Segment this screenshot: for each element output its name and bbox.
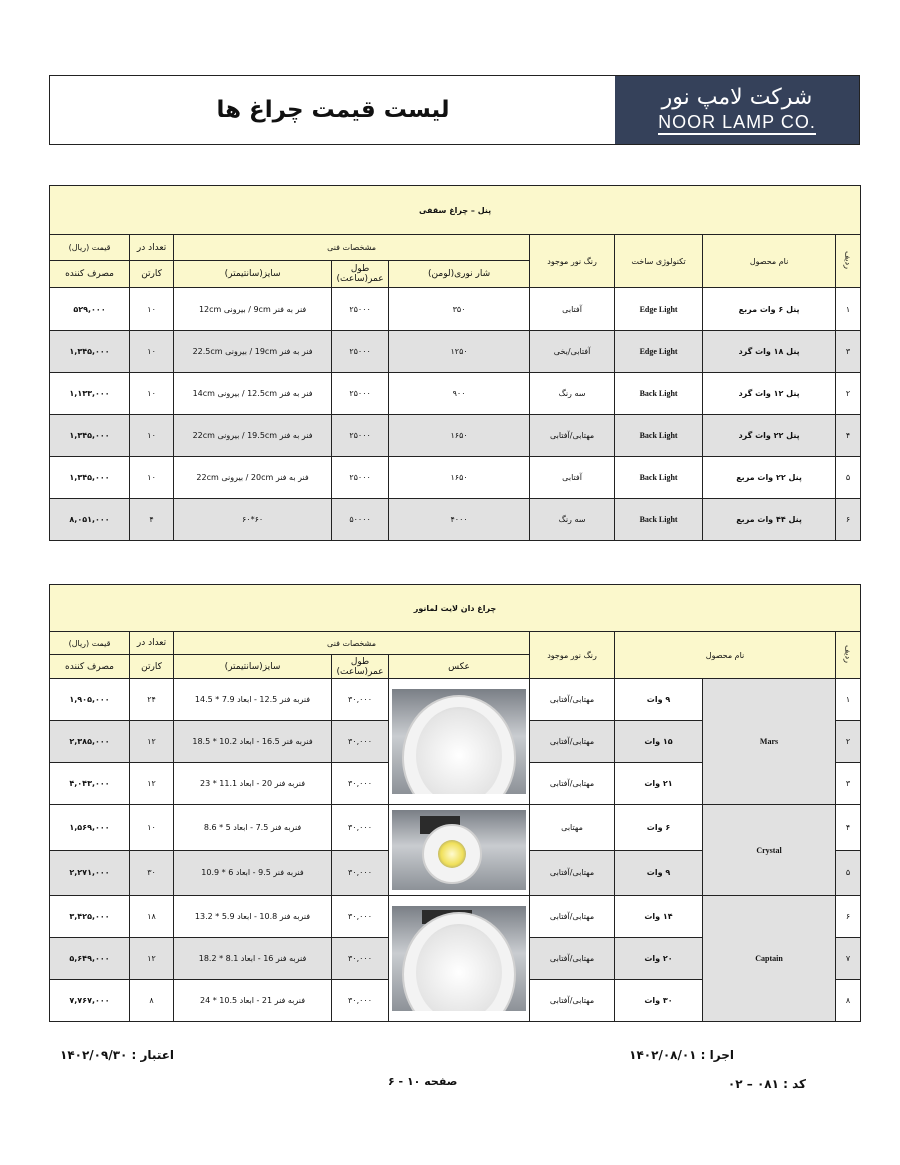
carton-count: ۱۰ <box>130 373 174 415</box>
lifetime-hours: ۲۵۰۰۰ <box>332 373 389 415</box>
carton-count: ۴ <box>130 499 174 541</box>
col-carton-header: تعداد در <box>130 632 174 655</box>
size-cm: فنربه فنر 20 - ابعاد 11.1 * 23 <box>174 763 332 805</box>
table-row <box>50 805 861 851</box>
validity-date: اعتبار : ۱۴۰۲/۰۹/۳۰ <box>60 1048 175 1062</box>
light-color: آفتابی <box>530 457 615 499</box>
carton-count: ۱۲ <box>130 763 174 805</box>
product-wattage: ۲۱ وات <box>615 763 703 805</box>
company-logo <box>615 76 859 144</box>
lifetime-hours: ۵۰۰۰۰ <box>332 499 389 541</box>
row-number: ۳ <box>836 763 861 805</box>
col-price-header: قیمت (ریال) <box>50 235 130 261</box>
col-specs-header: مشخصات فنی <box>174 235 530 261</box>
row-number: ۵ <box>836 457 861 499</box>
luminous-flux: ۱۲۵۰ <box>389 331 530 373</box>
build-technology: Back Light <box>615 373 703 415</box>
consumer-price: ۸,۰۵۱,۰۰۰ <box>50 499 130 541</box>
col-name-header: نام محصول <box>703 235 836 288</box>
col-size-header: سایز(سانتیمتر) <box>174 261 332 288</box>
table-row <box>50 679 861 721</box>
size-cm: فنربه فنر 16 - ابعاد 8.1 * 18.2 <box>174 938 332 980</box>
spotlight-photo-icon <box>392 810 526 890</box>
carton-count: ۱۰ <box>130 805 174 851</box>
lifetime-hours: ۳۰,۰۰۰ <box>332 938 389 980</box>
light-color: آفتابی <box>530 288 615 331</box>
lifetime-hours: ۲۵۰۰۰ <box>332 457 389 499</box>
row-number: ۵ <box>836 850 861 896</box>
carton-count: ۱۸ <box>130 896 174 938</box>
product-wattage: ۲۰ وات <box>615 938 703 980</box>
product-wattage: ۹ وات <box>615 679 703 721</box>
product-photo-cell <box>389 805 530 896</box>
col-life-header: طول عمر(ساعت) <box>332 655 389 679</box>
execution-date: اجرا : ۱۴۰۲/۰۸/۰۱ <box>629 1048 734 1062</box>
document-code: کد : ۰۸۱ – ۰۲ <box>727 1077 806 1091</box>
row-number: ۸ <box>836 980 861 1022</box>
carton-count: ۱۰ <box>130 288 174 331</box>
row-number: ۴ <box>836 415 861 457</box>
light-color: مهتابی/آفتابی <box>530 763 615 805</box>
table-row <box>50 288 861 331</box>
product-group-name: Mars <box>703 679 836 805</box>
consumer-price: ۴,۰۴۳,۰۰۰ <box>50 763 130 805</box>
table-row <box>50 499 861 541</box>
downlight-photo-icon <box>392 906 526 1011</box>
product-group-name: Captain <box>703 896 836 1022</box>
col-tech-header: تکنولوژی ساخت <box>615 235 703 288</box>
size-cm: ۶۰*۶۰ <box>174 499 332 541</box>
product-name: پنل ۶ وات مربع <box>703 288 836 331</box>
product-wattage: ۹ وات <box>615 850 703 896</box>
col-life-header: طول عمر(ساعت) <box>332 261 389 288</box>
col-lumen-header: شار نوری(لومن) <box>389 261 530 288</box>
light-color: مهتابی/آفتابی <box>530 938 615 980</box>
table-row <box>50 331 861 373</box>
size-cm: فنربه فنر 7.5 - ابعاد 5 * 8.6 <box>174 805 332 851</box>
lifetime-hours: ۳۰,۰۰۰ <box>332 763 389 805</box>
consumer-price: ۵,۶۴۹,۰۰۰ <box>50 938 130 980</box>
page-header <box>49 75 860 145</box>
product-name: پنل ۱۲ وات گرد <box>703 373 836 415</box>
lifetime-hours: ۲۵۰۰۰ <box>332 415 389 457</box>
table-row <box>50 896 861 938</box>
light-color: مهتابی/آفتابی <box>530 679 615 721</box>
panel-section-title: پنل – چراغ سقفی <box>50 186 861 235</box>
light-color: آفتابی/یخی <box>530 331 615 373</box>
carton-count: ۱۰ <box>130 331 174 373</box>
luminous-flux: ۴۰۰۰ <box>389 499 530 541</box>
table-row <box>50 457 861 499</box>
row-number: ۱ <box>836 288 861 331</box>
lifetime-hours: ۲۵۰۰۰ <box>332 331 389 373</box>
col-specs-header: مشخصات فنی <box>174 632 530 655</box>
build-technology: Back Light <box>615 457 703 499</box>
carton-count: ۱۲ <box>130 721 174 763</box>
table-row <box>50 415 861 457</box>
consumer-price: ۲,۳۸۵,۰۰۰ <box>50 721 130 763</box>
size-cm: فنر به فنر 12.5cm / بیرونی 14cm <box>174 373 332 415</box>
product-group-name: Crystal <box>703 805 836 896</box>
light-color: مهتابی <box>530 805 615 851</box>
carton-count: ۸ <box>130 980 174 1022</box>
build-technology: Back Light <box>615 415 703 457</box>
table-row <box>50 373 861 415</box>
size-cm: فنربه فنر 10.8 - ابعاد 5.9 * 13.2 <box>174 896 332 938</box>
col-color-header: رنگ نور موجود <box>530 632 615 679</box>
build-technology: Back Light <box>615 499 703 541</box>
spotlight-lens-icon <box>438 840 466 868</box>
row-number: ۳ <box>836 331 861 373</box>
carton-count: ۱۰ <box>130 457 174 499</box>
light-color: مهتابی/آفتابی <box>530 850 615 896</box>
carton-count: ۳۰ <box>130 850 174 896</box>
luminous-flux: ۳۵۰ <box>389 288 530 331</box>
consumer-price: ۱,۳۴۵,۰۰۰ <box>50 457 130 499</box>
luminous-flux: ۱۶۵۰ <box>389 457 530 499</box>
downlight-photo-icon <box>392 689 526 794</box>
product-name: پنل ۱۸ وات گرد <box>703 331 836 373</box>
lifetime-hours: ۳۰,۰۰۰ <box>332 721 389 763</box>
row-number: ۲ <box>836 373 861 415</box>
light-color: مهتابی/آفتابی <box>530 896 615 938</box>
col-name-header: نام محصول <box>615 632 836 679</box>
consumer-price: ۱,۳۴۵,۰۰۰ <box>50 331 130 373</box>
col-photo-header: عکس <box>389 655 530 679</box>
carton-count: ۱۲ <box>130 938 174 980</box>
size-cm: فنر به فنر 20cm / بیرونی 22cm <box>174 457 332 499</box>
product-wattage: ۳۰ وات <box>615 980 703 1022</box>
col-carton-header: تعداد در <box>130 235 174 261</box>
consumer-price: ۵۲۹,۰۰۰ <box>50 288 130 331</box>
lifetime-hours: ۳۰,۰۰۰ <box>332 805 389 851</box>
product-name: پنل ۲۲ وات مربع <box>703 457 836 499</box>
row-number: ۲ <box>836 721 861 763</box>
light-color: مهتابی/آفتابی <box>530 980 615 1022</box>
consumer-price: ۱,۵۶۹,۰۰۰ <box>50 805 130 851</box>
col-price-header: قیمت (ریال) <box>50 632 130 655</box>
product-name: پنل ۴۴ وات مربع <box>703 499 836 541</box>
col-carton-subheader: کارتن <box>130 261 174 288</box>
downlight-section-title: چراغ دان لایت لمانور <box>50 585 861 632</box>
size-cm: فنربه فنر 21 - ابعاد 10.5 * 24 <box>174 980 332 1022</box>
product-wattage: ۶ وات <box>615 805 703 851</box>
size-cm: فنربه فنر 12.5 - ابعاد 7.9 * 14.5 <box>174 679 332 721</box>
page-title: لیست قیمت چراغ ها <box>216 97 450 123</box>
size-cm: فنربه فنر 9.5 - ابعاد 6 * 10.9 <box>174 850 332 896</box>
logo-text-fa: شرکت لامپ نور <box>661 85 813 110</box>
lifetime-hours: ۳۰,۰۰۰ <box>332 980 389 1022</box>
consumer-price: ۱,۱۳۳,۰۰۰ <box>50 373 130 415</box>
col-price-subheader: مصرف کننده <box>50 655 130 679</box>
size-cm: فنر به فنر 9cm / بیرونی 12cm <box>174 288 332 331</box>
build-technology: Edge Light <box>615 288 703 331</box>
carton-count: ۲۴ <box>130 679 174 721</box>
row-number: ۱ <box>836 679 861 721</box>
product-wattage: ۱۴ وات <box>615 896 703 938</box>
lifetime-hours: ۲۵۰۰۰ <box>332 288 389 331</box>
product-photo-cell <box>389 896 530 1022</box>
consumer-price: ۱,۳۴۵,۰۰۰ <box>50 415 130 457</box>
size-cm: فنربه فنر 16.5 - ابعاد 10.2 * 18.5 <box>174 721 332 763</box>
col-color-header: رنگ نور موجود <box>530 235 615 288</box>
light-color: سه رنگ <box>530 373 615 415</box>
row-number: ۶ <box>836 499 861 541</box>
product-wattage: ۱۵ وات <box>615 721 703 763</box>
page-number: صفحه ۱۰ - ۶ <box>388 1075 458 1088</box>
consumer-price: ۳,۴۲۵,۰۰۰ <box>50 896 130 938</box>
row-number: ۶ <box>836 896 861 938</box>
lifetime-hours: ۳۰,۰۰۰ <box>332 850 389 896</box>
consumer-price: ۷,۷۶۷,۰۰۰ <box>50 980 130 1022</box>
light-color: مهتابی/آفتابی <box>530 721 615 763</box>
col-row-header: ردیف <box>836 632 861 679</box>
downlight-diffuser-icon <box>416 924 502 1011</box>
build-technology: Edge Light <box>615 331 703 373</box>
product-photo-cell <box>389 679 530 805</box>
downlight-price-table <box>49 584 861 1022</box>
logo-text-en: NOOR LAMP CO. <box>658 111 816 135</box>
downlight-diffuser-icon <box>416 707 502 794</box>
lifetime-hours: ۳۰,۰۰۰ <box>332 679 389 721</box>
luminous-flux: ۱۶۵۰ <box>389 415 530 457</box>
consumer-price: ۱,۹۰۵,۰۰۰ <box>50 679 130 721</box>
product-name: پنل ۲۲ وات گرد <box>703 415 836 457</box>
size-cm: فنر به فنر 19cm / بیرونی 22.5cm <box>174 331 332 373</box>
col-row-header: ردیف <box>836 235 861 288</box>
light-color: سه رنگ <box>530 499 615 541</box>
size-cm: فنر به فنر 19.5cm / بیرونی 22cm <box>174 415 332 457</box>
col-carton-subheader: کارتن <box>130 655 174 679</box>
luminous-flux: ۹۰۰ <box>389 373 530 415</box>
panel-price-table <box>49 185 861 541</box>
consumer-price: ۲,۲۷۱,۰۰۰ <box>50 850 130 896</box>
row-number: ۷ <box>836 938 861 980</box>
carton-count: ۱۰ <box>130 415 174 457</box>
col-size-header: سایز(سانتیمتر) <box>174 655 332 679</box>
row-number: ۴ <box>836 805 861 851</box>
light-color: مهتابی/آفتابی <box>530 415 615 457</box>
col-price-subheader: مصرف کننده <box>50 261 130 288</box>
lifetime-hours: ۳۰,۰۰۰ <box>332 896 389 938</box>
